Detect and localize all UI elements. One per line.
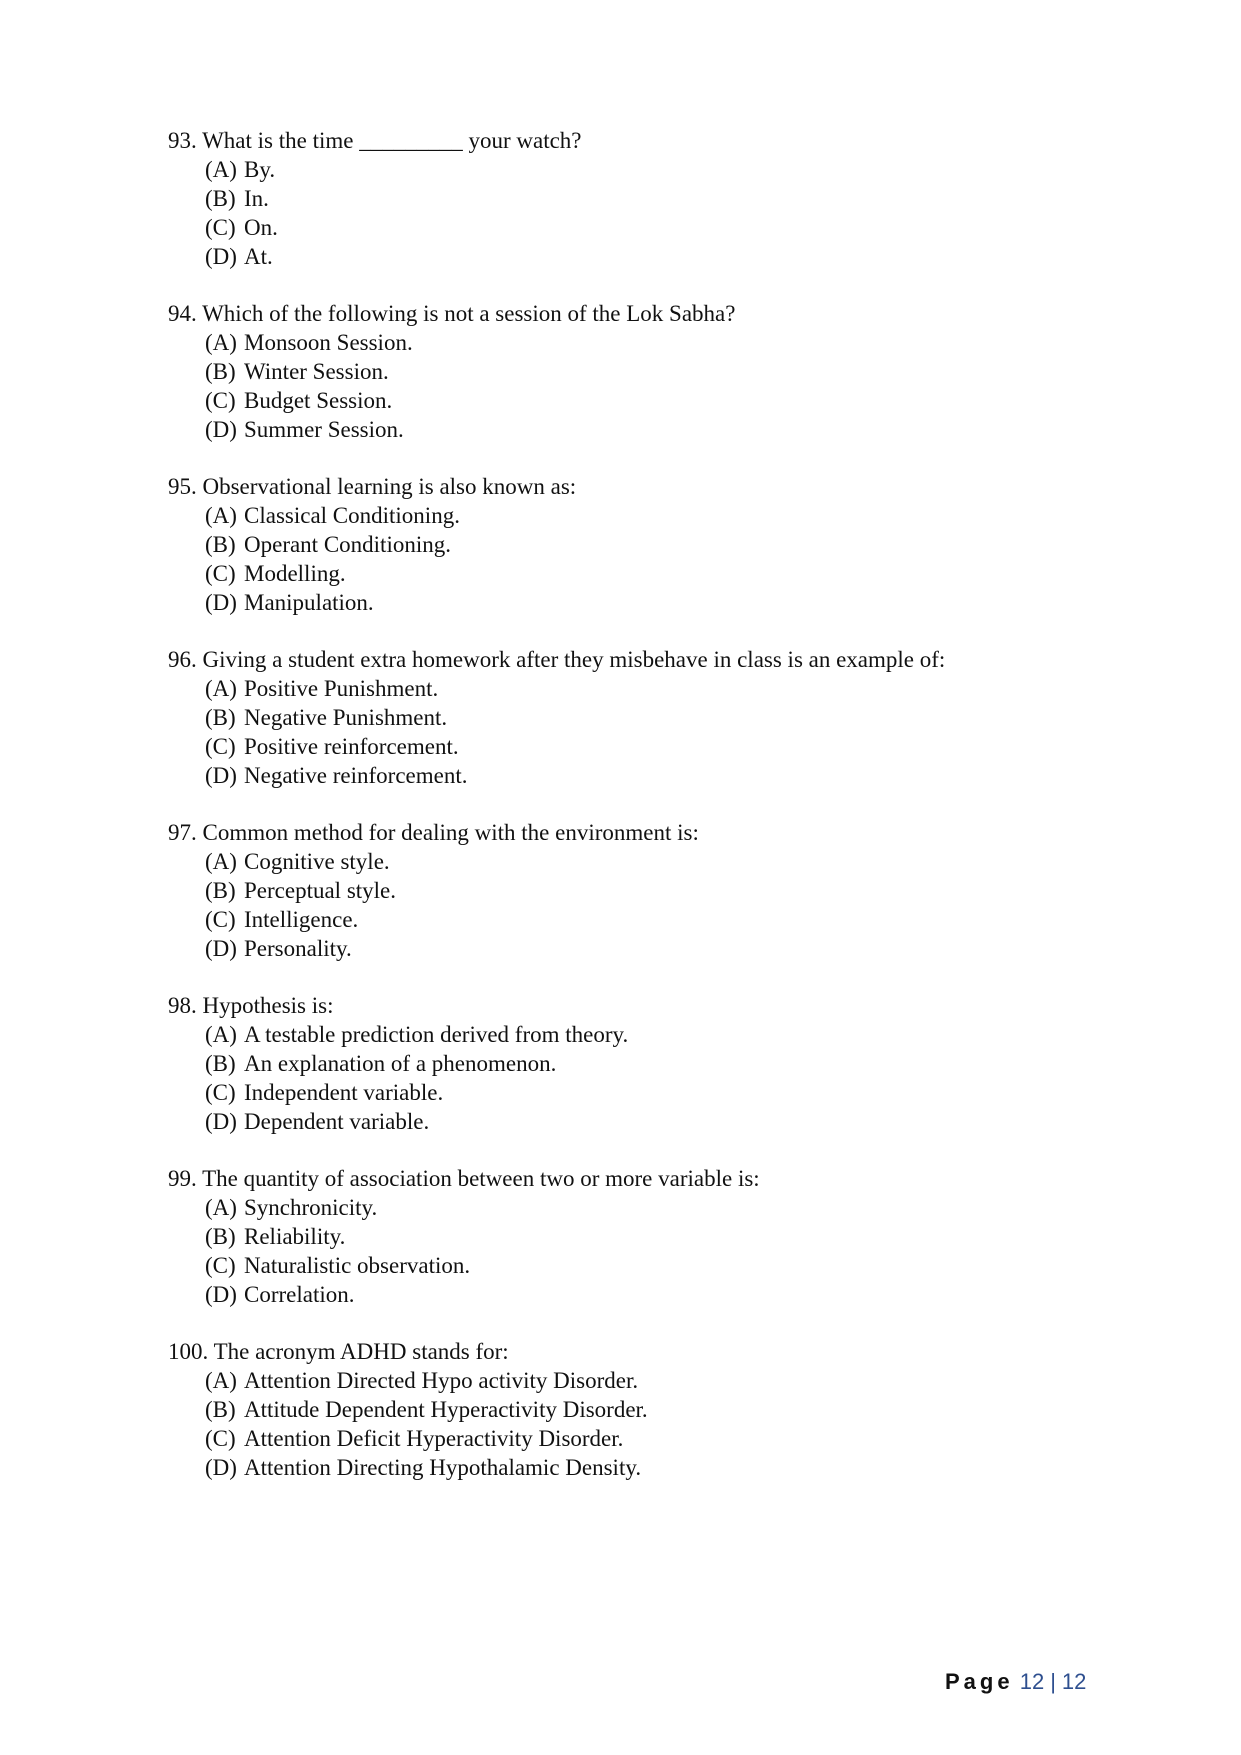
option-letter: (B) [205, 1397, 236, 1422]
question-stem [168, 299, 1168, 328]
page-separator: | [1050, 1669, 1056, 1694]
question-96 [168, 645, 1168, 790]
option-d [205, 242, 1168, 271]
option-c [205, 559, 1168, 588]
option-c [205, 905, 1168, 934]
option-text: Summer Session. [244, 417, 404, 442]
option-text: On. [244, 215, 278, 240]
option-text: Classical Conditioning. [244, 503, 460, 528]
option-letter: (C) [205, 734, 236, 759]
option-b [205, 703, 1168, 732]
option-d [205, 415, 1168, 444]
question-number: 95. [168, 474, 197, 499]
option-letter: (B) [205, 532, 236, 557]
option-text: Operant Conditioning. [244, 532, 451, 557]
option-letter: (C) [205, 561, 236, 586]
option-letter: (D) [205, 244, 237, 269]
option-text: Synchronicity. [244, 1195, 378, 1220]
option-text: Perceptual style. [244, 878, 397, 903]
option-letter: (C) [205, 1426, 236, 1451]
option-list [205, 674, 1168, 790]
option-letter: (B) [205, 1224, 236, 1249]
option-letter: (A) [205, 676, 237, 701]
option-d [205, 761, 1168, 790]
option-a [205, 155, 1168, 184]
question-text: Observational learning is also known as: [202, 474, 577, 499]
option-text: Personality. [244, 936, 352, 961]
option-list [205, 328, 1168, 444]
question-95 [168, 472, 1168, 617]
option-text: Attention Deficit Hyperactivity Disorder. [244, 1426, 624, 1451]
option-letter: (D) [205, 1455, 237, 1480]
option-letter: (A) [205, 849, 237, 874]
option-a [205, 1366, 1168, 1395]
question-text: The acronym ADHD stands for: [213, 1339, 509, 1364]
option-text: Cognitive style. [244, 849, 390, 874]
option-letter: (B) [205, 878, 236, 903]
question-number: 100. [168, 1339, 209, 1364]
question-text: Hypothesis is: [202, 993, 334, 1018]
question-100 [168, 1337, 1168, 1482]
option-letter: (A) [205, 157, 237, 182]
option-text: Positive Punishment. [244, 676, 439, 701]
option-a [205, 847, 1168, 876]
option-letter: (C) [205, 215, 236, 240]
option-text: Negative Punishment. [244, 705, 448, 730]
question-number: 96. [168, 647, 197, 672]
question-text: Common method for dealing with the environment is: [202, 820, 699, 845]
question-stem [168, 991, 1168, 1020]
option-letter: (A) [205, 330, 237, 355]
option-list [205, 1020, 1168, 1136]
option-list [205, 1193, 1168, 1309]
option-letter: (C) [205, 1080, 236, 1105]
question-stem [168, 472, 1168, 501]
option-list [205, 1366, 1168, 1482]
question-99 [168, 1164, 1168, 1309]
option-letter: (D) [205, 590, 237, 615]
option-text: At. [244, 244, 273, 269]
question-list [168, 126, 1168, 1510]
option-b [205, 1395, 1168, 1424]
option-list [205, 501, 1168, 617]
option-letter: (A) [205, 1022, 237, 1047]
option-d [205, 1453, 1168, 1482]
option-a [205, 501, 1168, 530]
option-letter: (B) [205, 359, 236, 384]
option-text: Intelligence. [244, 907, 359, 932]
page-footer [945, 1668, 1086, 1696]
option-text: Naturalistic observation. [244, 1253, 471, 1278]
question-number: 94. [168, 301, 197, 326]
option-letter: (D) [205, 1109, 237, 1134]
question-number: 97. [168, 820, 197, 845]
question-text: Giving a student extra homework after they misbehave in class is an example of: [202, 647, 946, 672]
option-c [205, 213, 1168, 242]
option-letter: (B) [205, 1051, 236, 1076]
option-a [205, 674, 1168, 703]
option-text: Monsoon Session. [244, 330, 413, 355]
question-93 [168, 126, 1168, 271]
option-letter: (D) [205, 417, 237, 442]
option-b [205, 357, 1168, 386]
option-d [205, 1280, 1168, 1309]
option-letter: (D) [205, 936, 237, 961]
option-text: Independent variable. [244, 1080, 444, 1105]
option-c [205, 732, 1168, 761]
option-text: Attitude Dependent Hyperactivity Disorder. [244, 1397, 648, 1422]
option-text: In. [244, 186, 269, 211]
option-letter: (B) [205, 705, 236, 730]
option-b [205, 876, 1168, 905]
question-stem [168, 126, 1168, 155]
current-page-number: 12 [1019, 1669, 1045, 1694]
option-letter: (A) [205, 1195, 237, 1220]
question-stem [168, 1337, 1168, 1366]
option-c [205, 1424, 1168, 1453]
option-text: Positive reinforcement. [244, 734, 459, 759]
option-text: Attention Directed Hypo activity Disorder. [244, 1368, 639, 1393]
option-letter: (C) [205, 388, 236, 413]
option-b [205, 1049, 1168, 1078]
option-text: Attention Directing Hypothalamic Density. [244, 1455, 642, 1480]
option-text: Budget Session. [244, 388, 393, 413]
option-a [205, 328, 1168, 357]
option-d [205, 934, 1168, 963]
question-text: What is the time _________ your watch? [202, 128, 582, 153]
question-98 [168, 991, 1168, 1136]
option-text: Negative reinforcement. [244, 763, 468, 788]
option-letter: (C) [205, 1253, 236, 1278]
option-letter: (D) [205, 763, 237, 788]
question-stem [168, 645, 1168, 674]
option-text: Dependent variable. [244, 1109, 430, 1134]
question-number: 93. [168, 128, 197, 153]
question-number: 98. [168, 993, 197, 1018]
option-b [205, 1222, 1168, 1251]
page-label: Page [945, 1669, 1014, 1694]
option-letter: (B) [205, 186, 236, 211]
question-text: Which of the following is not a session of the Lok Sabha? [202, 301, 736, 326]
option-c [205, 1078, 1168, 1107]
option-list [205, 155, 1168, 271]
option-a [205, 1020, 1168, 1049]
option-text: Modelling. [244, 561, 346, 586]
question-97 [168, 818, 1168, 963]
question-number: 99. [168, 1166, 197, 1191]
option-text: Winter Session. [244, 359, 389, 384]
option-d [205, 1107, 1168, 1136]
option-c [205, 1251, 1168, 1280]
option-list [205, 847, 1168, 963]
option-text: Correlation. [244, 1282, 355, 1307]
question-text: The quantity of association between two or more variable is: [202, 1166, 760, 1191]
option-d [205, 588, 1168, 617]
question-stem [168, 818, 1168, 847]
option-b [205, 530, 1168, 559]
total-page-number: 12 [1061, 1669, 1087, 1694]
option-c [205, 386, 1168, 415]
option-letter: (D) [205, 1282, 237, 1307]
question-94 [168, 299, 1168, 444]
option-text: Reliability. [244, 1224, 346, 1249]
option-text: An explanation of a phenomenon. [244, 1051, 557, 1076]
option-letter: (A) [205, 1368, 237, 1393]
option-a [205, 1193, 1168, 1222]
option-text: Manipulation. [244, 590, 374, 615]
option-letter: (C) [205, 907, 236, 932]
option-b [205, 184, 1168, 213]
option-text: By. [244, 157, 276, 182]
option-text: A testable prediction derived from theory. [244, 1022, 629, 1047]
question-stem [168, 1164, 1168, 1193]
option-letter: (A) [205, 503, 237, 528]
